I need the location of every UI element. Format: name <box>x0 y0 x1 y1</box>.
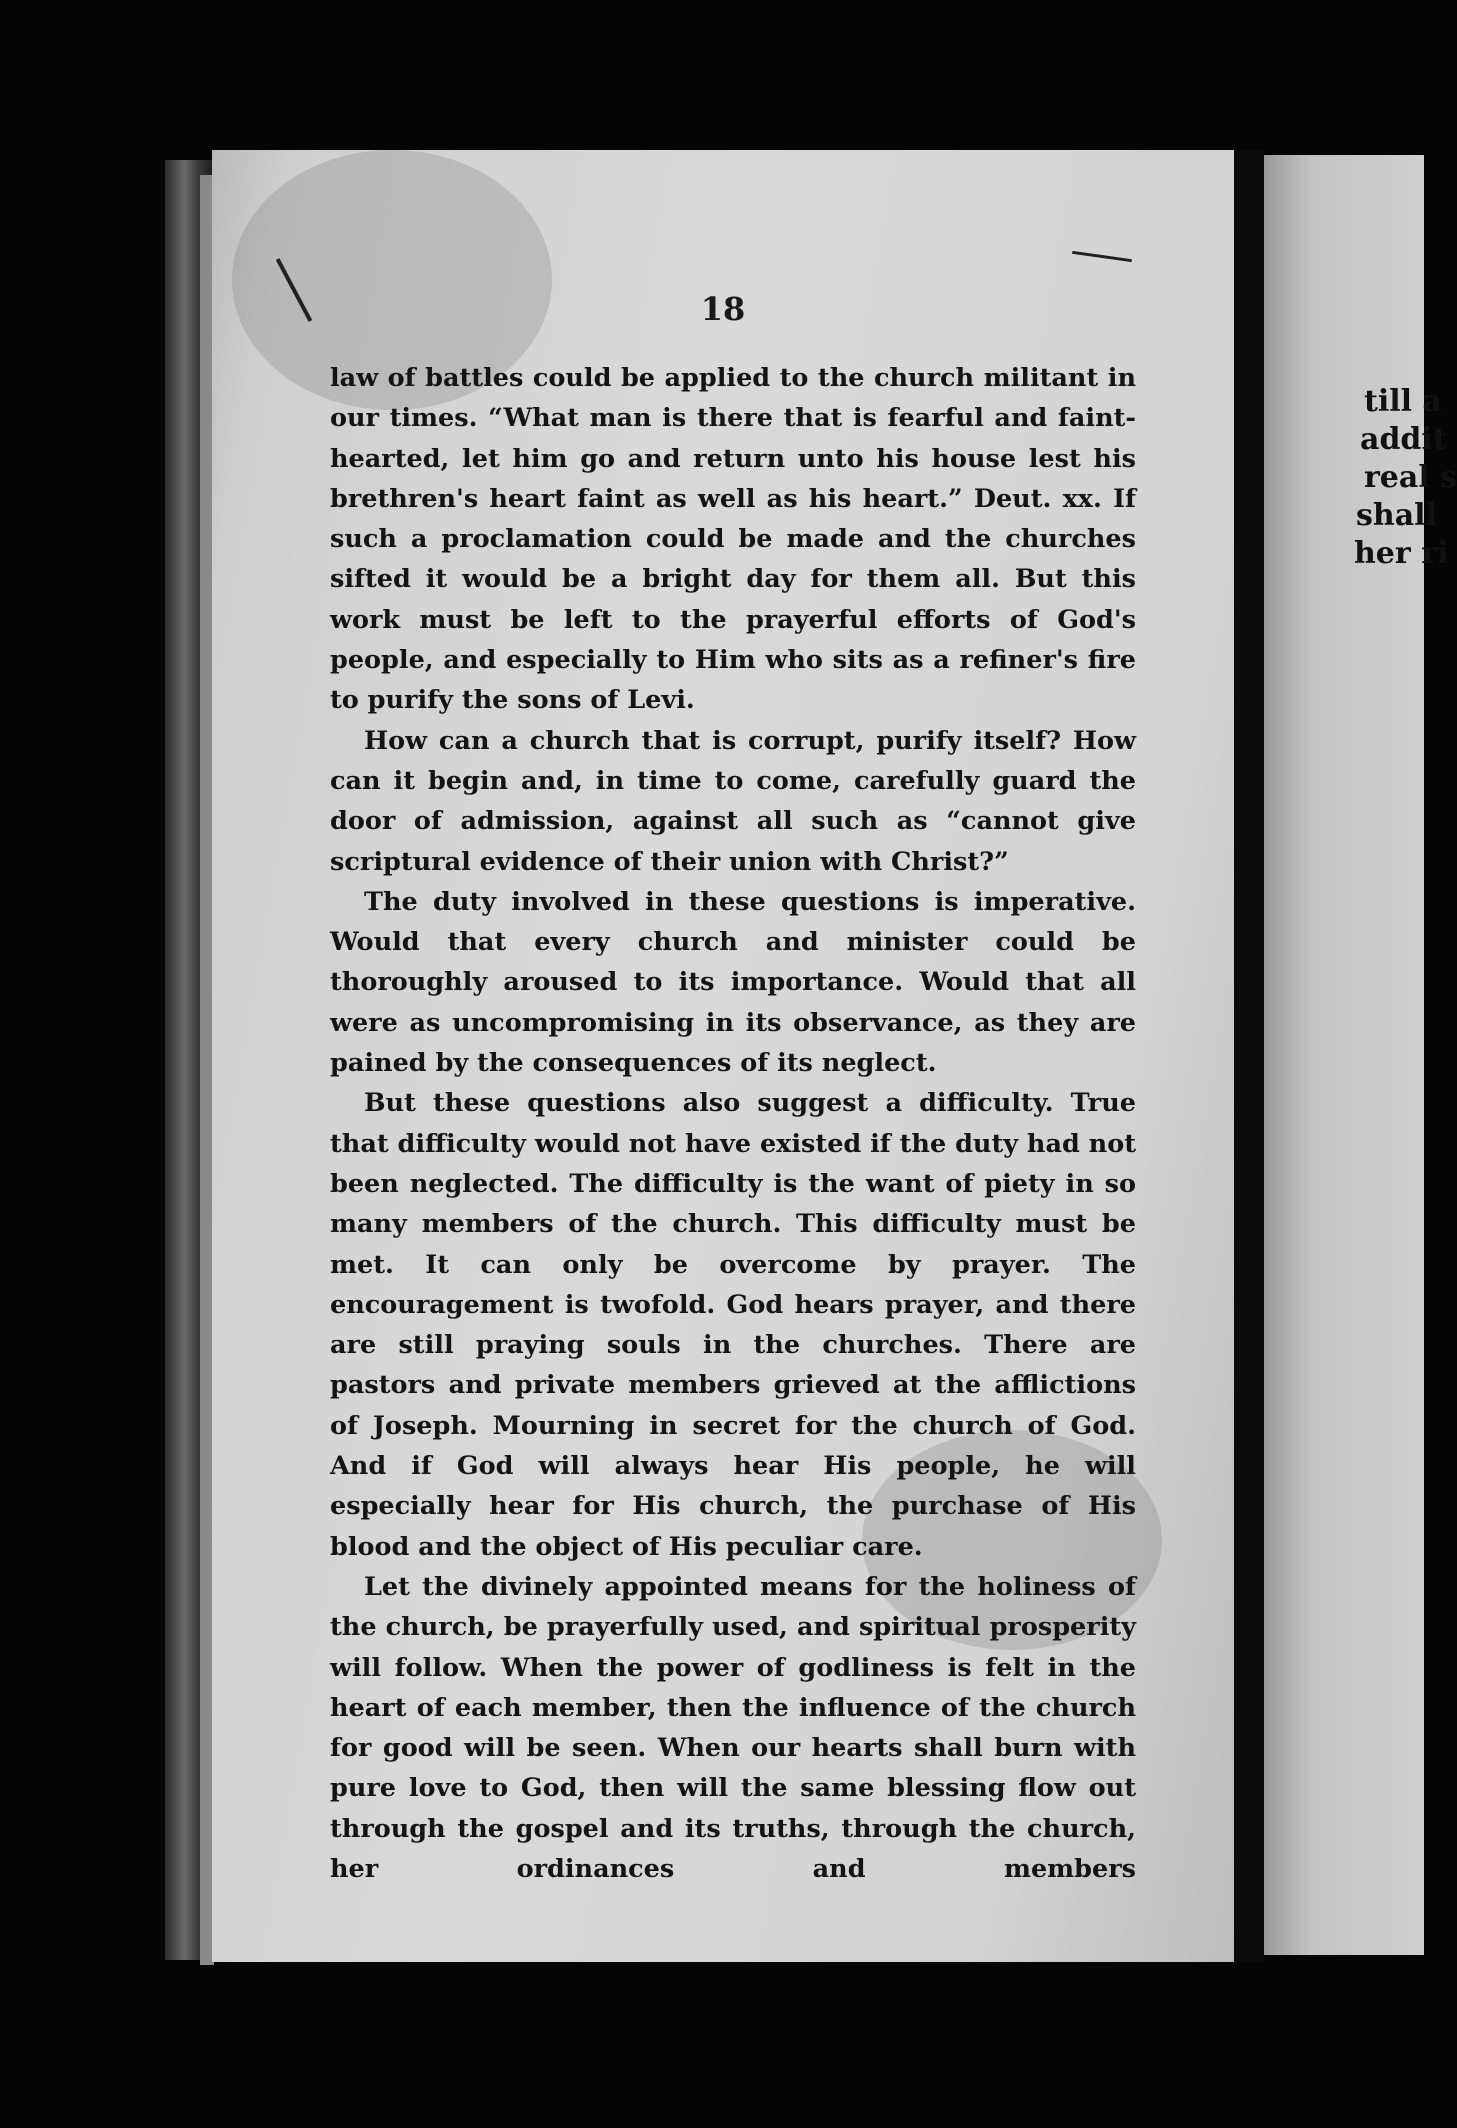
page-gutter <box>1234 150 1264 1962</box>
facing-page-line: addit <box>1360 422 1447 457</box>
paragraph-5: Let the divinely appointed means for the holiness of the church, be prayerfully used, and spiritual prosperity will follow. When the power of godliness is felt in the heart of each member, then the influence of the church for good will be seen. When our hearts shall burn with pure love to God, then will the same blessing flow out through the gospel and its truths, through the church, her ordinances and members <box>330 1571 1136 1884</box>
paragraph-3: The duty involved in these questions is imperative. Would that every church and minister could be thoroughly aroused to its importance. Would that all were as uncompromising in its observance, as they are pained by the consequences of its neglect. <box>330 886 1136 1079</box>
pen-mark <box>1072 251 1132 262</box>
facing-page-line: shall <box>1356 498 1437 533</box>
facing-page-fragment <box>1264 155 1457 1955</box>
page-number: 18 <box>700 290 746 328</box>
paragraph-1: law of battles could be applied to the church militant in our times. “What man is there that is fearful and faint-hearted, let him go and return unto his house lest his brethren's heart faint as well as his heart.” Deut. xx. If such a proclamation could be made and the churches sifted it would be a bright day for them all. But this work must be left to the prayerful efforts of God's people, and especially to Him who sits as a refiner's fire to purify the sons of Levi. <box>330 363 1136 716</box>
paragraph-2: How can a church that is corrupt, purify itself? How can it begin and, in time to come, carefully guard the door of admission, against all such as “cannot give scriptural evidence of their union with Christ?” <box>330 725 1136 877</box>
paragraph-4: But these questions also suggest a difficulty. True that difficulty would not have existed if the duty had not been neglected. The difficulty is the want of piety in so many members of the church. This difficulty must be met. It can only be overcome by prayer. The encouragement is twofold. God hears prayer, and there are still praying souls in the churches. There are pastors and private members grieved at the afflictions of Joseph. Mourning in secret for the church of God. And if God will always hear His people, he will especially hear for His church, the purchase of His blood and the object of His peculiar care. <box>330 1088 1137 1562</box>
book-page <box>212 150 1234 1962</box>
facing-page-line: real s <box>1364 460 1457 495</box>
page-body <box>330 358 1136 1889</box>
facing-page-line: her ri <box>1354 536 1449 571</box>
facing-page-line: till a <box>1364 384 1442 419</box>
